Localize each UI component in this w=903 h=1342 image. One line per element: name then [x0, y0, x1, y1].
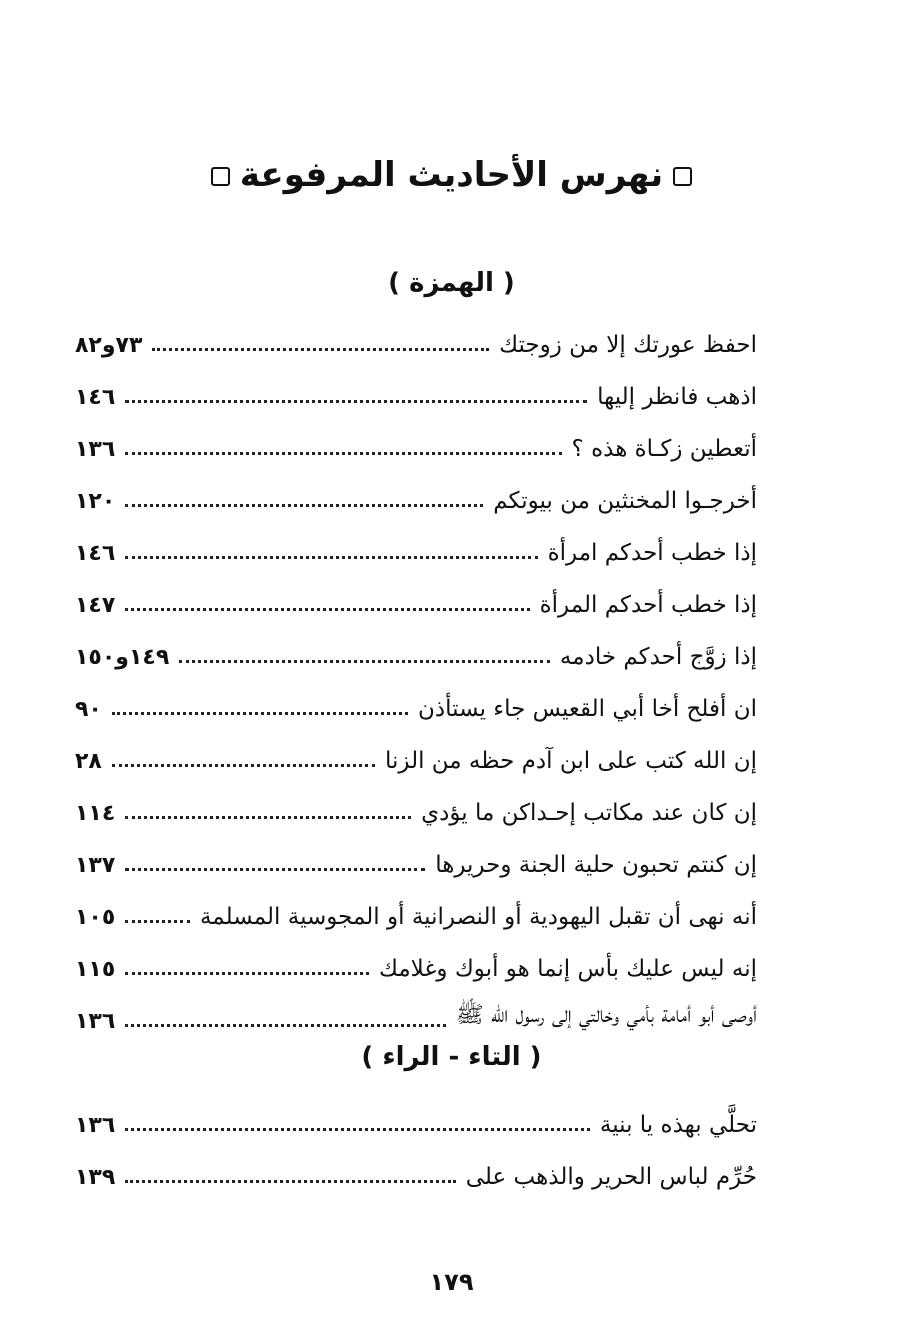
- leader-dots: [125, 399, 587, 403]
- list-item: [75, 462, 757, 514]
- entry-text: إنه ليس عليك بأس إنما هو أبوك وغلامك: [378, 956, 757, 982]
- entry-pages: ١١٤: [75, 801, 116, 826]
- entry-pages: ١٣٦: [75, 1113, 116, 1138]
- entry-pages: ١٤٦: [75, 385, 116, 410]
- entry-pages: ٧٣و٨٢: [75, 333, 143, 358]
- leader-dots: [125, 503, 483, 507]
- entry-pages: ٢٨: [75, 749, 102, 774]
- list-item: [75, 878, 757, 930]
- leader-dots: [112, 763, 375, 767]
- leader-dots: [125, 919, 190, 923]
- leader-dots: [125, 555, 537, 559]
- entry-text: احفظ عورتك إلا من زوجتك: [499, 332, 757, 358]
- leader-dots: [125, 815, 411, 819]
- index-title-text: نهرس الأحاديث المرفوعة: [239, 155, 664, 195]
- list-item: [75, 514, 757, 566]
- entry-pages: ١٣٦: [75, 437, 116, 462]
- index-title: [0, 155, 903, 195]
- leader-dots: [152, 347, 489, 351]
- leader-dots: [112, 711, 408, 715]
- entry-pages: ١٣٧: [75, 853, 116, 878]
- list-item: [75, 670, 757, 722]
- entry-pages: ٩٠: [75, 697, 102, 722]
- entry-text: إذا زوَّج أحدكم خادمه: [559, 644, 757, 670]
- section-heading-ta-ra: ( التاء - الراء ): [361, 1042, 542, 1072]
- entry-text: إذا خطب أحدكم المرأة: [539, 592, 757, 618]
- entry-text: إن كنتم تحبون حلية الجنة وحريرها: [435, 852, 757, 878]
- entry-pages: ١٤٧: [75, 593, 116, 618]
- list-item: [75, 722, 757, 774]
- list-item: [75, 358, 757, 410]
- square-bullet-icon: [211, 167, 230, 186]
- leader-dots: [125, 867, 425, 871]
- entry-text: أنه نهى أن تقبل اليهودية أو النصرانية أو المجوسية المسلمة: [199, 904, 757, 930]
- leader-dots: [125, 451, 561, 455]
- entry-text: تحلَّي بهذه يا بنية: [599, 1112, 757, 1138]
- list-item: [75, 1138, 757, 1190]
- list-item: [75, 1086, 757, 1138]
- entry-pages: ١١٥: [75, 957, 116, 982]
- entry-text: إن الله كتب على ابن آدم حظه من الزنا: [384, 748, 757, 774]
- page-number: ١٧٩: [429, 1268, 474, 1296]
- leader-dots: [125, 1127, 590, 1131]
- entry-pages: ١٠٥: [75, 905, 116, 930]
- list-item: [75, 306, 757, 358]
- list-item: [75, 930, 757, 982]
- list-item: [75, 410, 757, 462]
- list-item: [75, 774, 757, 826]
- list-item: [75, 982, 757, 1034]
- leader-dots: [179, 659, 550, 663]
- entry-text: أوصى أبو أمامة بأمي وخالتي إلى رسول الله ﷺ: [455, 1002, 757, 1028]
- entry-text: ان أفلح أخا أبي القعيس جاء يستأذن: [417, 696, 757, 722]
- entry-pages: ١٤٩و١٥٠: [75, 645, 170, 670]
- leader-dots: [125, 971, 369, 975]
- list-item: [75, 618, 757, 670]
- entry-pages: ١٢٠: [75, 489, 116, 514]
- list-item: [75, 566, 757, 618]
- leader-dots: [125, 607, 529, 611]
- entry-text: أخرجـوا المخنثين من بيوتكم: [493, 488, 757, 514]
- section-heading-hamza: ( الهمزة ): [388, 268, 515, 298]
- list-item: [75, 826, 757, 878]
- square-bullet-icon: [673, 167, 692, 186]
- entry-pages: ١٣٩: [75, 1165, 116, 1190]
- entry-pages: ١٣٦: [75, 1009, 116, 1034]
- leader-dots: [125, 1023, 446, 1027]
- entry-text: إن كان عند مكاتب إحـداكن ما يؤدي: [421, 800, 757, 826]
- entry-text: إذا خطب أحدكم امرأة: [547, 540, 757, 566]
- entry-text: اذهب فانظر إليها: [597, 384, 757, 410]
- entry-text: حُرِّم لباس الحرير والذهب على: [465, 1164, 757, 1190]
- entry-pages: ١٤٦: [75, 541, 116, 566]
- leader-dots: [125, 1179, 455, 1183]
- entry-text: أتعطين زكـاة هذه ؟: [571, 436, 757, 462]
